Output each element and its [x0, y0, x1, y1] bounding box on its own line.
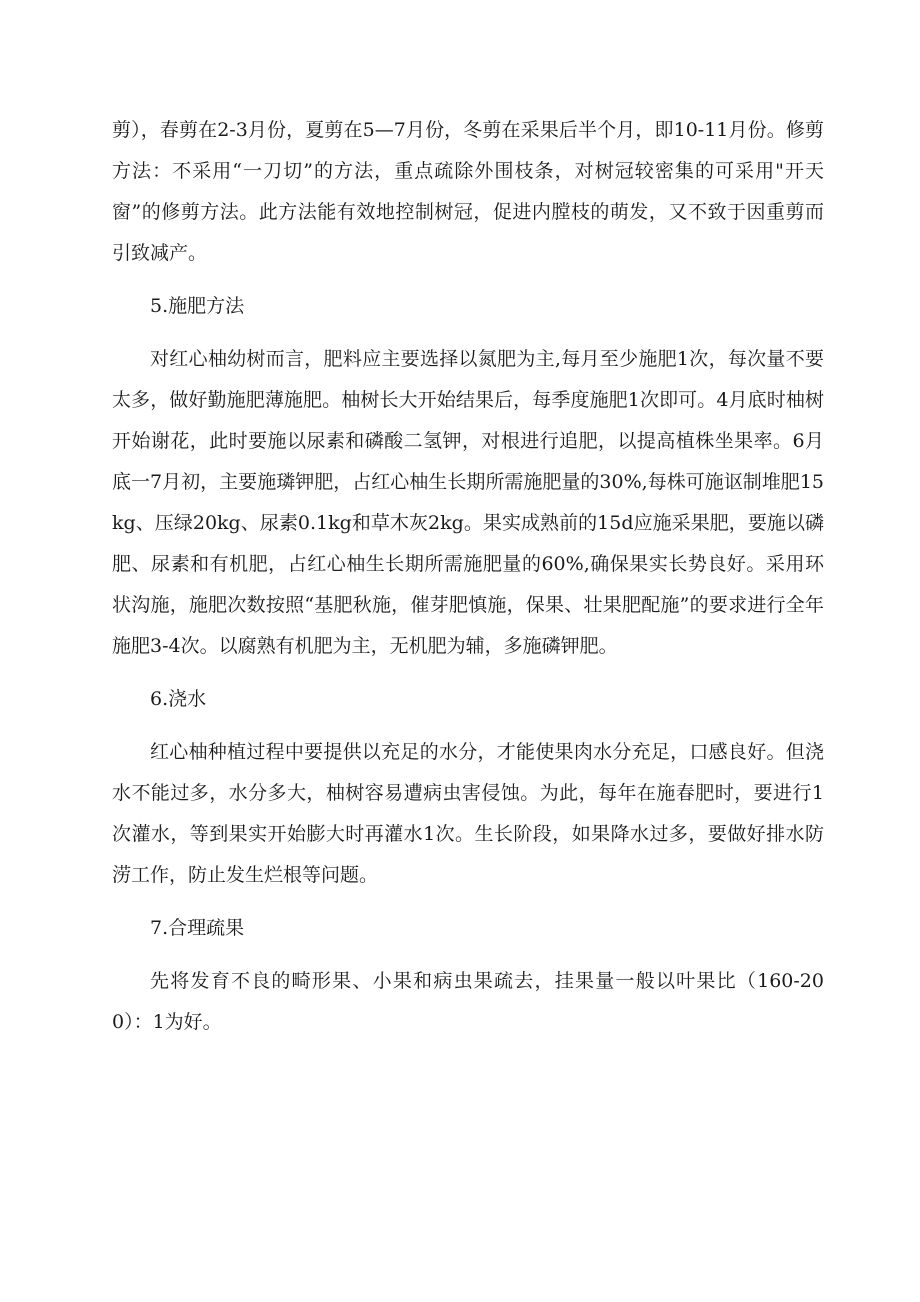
paragraph-fruit-thinning: 先将发育不良的畸形果、小果和病虫果疏去，挂果量一般以叶果比（160-200）：1为好。	[112, 970, 824, 1033]
document-body	[112, 110, 824, 1043]
paragraph-watering: 红心柚种植过程中要提供以充足的水分，才能使果肉水分充足，口感良好。但浇水不能过多，水分多大，柚树容易遭病虫害侵蚀。为此，每年在施春肥时，要进行1次灌水，等到果实开始膨大时再灌水1次。生长阶段，如果降水过多，要做好排水防涝工作，防止发生烂根等问题。	[112, 741, 824, 886]
section-heading-fertilizer: 5.施肥方法	[150, 295, 245, 317]
paragraph-pruning-continuation: 剪），春剪在2-3月份，夏剪在5—7月份，冬剪在采果后半个月，即10-11月份。修剪方法：不采用“一刀切”的方法，重点疏除外围枝条，对树冠较密集的可采用"开天窗”的修剪方法。此方法能有效地控制树冠，促进内膛枝的萌发，又不致于因重剪而引致减产。	[112, 119, 824, 264]
paragraph-fertilizer: 对红心柚幼树而言，肥料应主要选择以氮肥为主,每月至少施肥1次，每次量不要太多，做好勤施肥薄施肥。柚树长大开始结果后，每季度施肥1次即可。4月底时柚树开始谢花，此时要施以尿素和磷酸二氢钾，对根进行追肥，以提高植株坐果率。6月底一7月初，主要施璘钾肥，占红心柚生长期所需施肥量的30%,每株可施讴制堆肥15kg、压绿20kg、尿素0.1kg和草木灰2kg。果实成熟前的15d应施采果肥，要施以磷肥、尿素和有机肥，占红心柚生长期所需施肥量的60%,确保果实长势良好。采用环状沟施，施肥次数按照“基肥秋施，催芽肥慎施，保果、壮果肥配施”的要求进行全年施肥3-4次。以腐熟有机肥为主，无机肥为辅，多施磷钾肥。	[112, 348, 824, 657]
section-heading-watering: 6.浇水	[150, 688, 207, 710]
section-heading-fruit-thinning: 7.合理疏果	[150, 917, 245, 939]
